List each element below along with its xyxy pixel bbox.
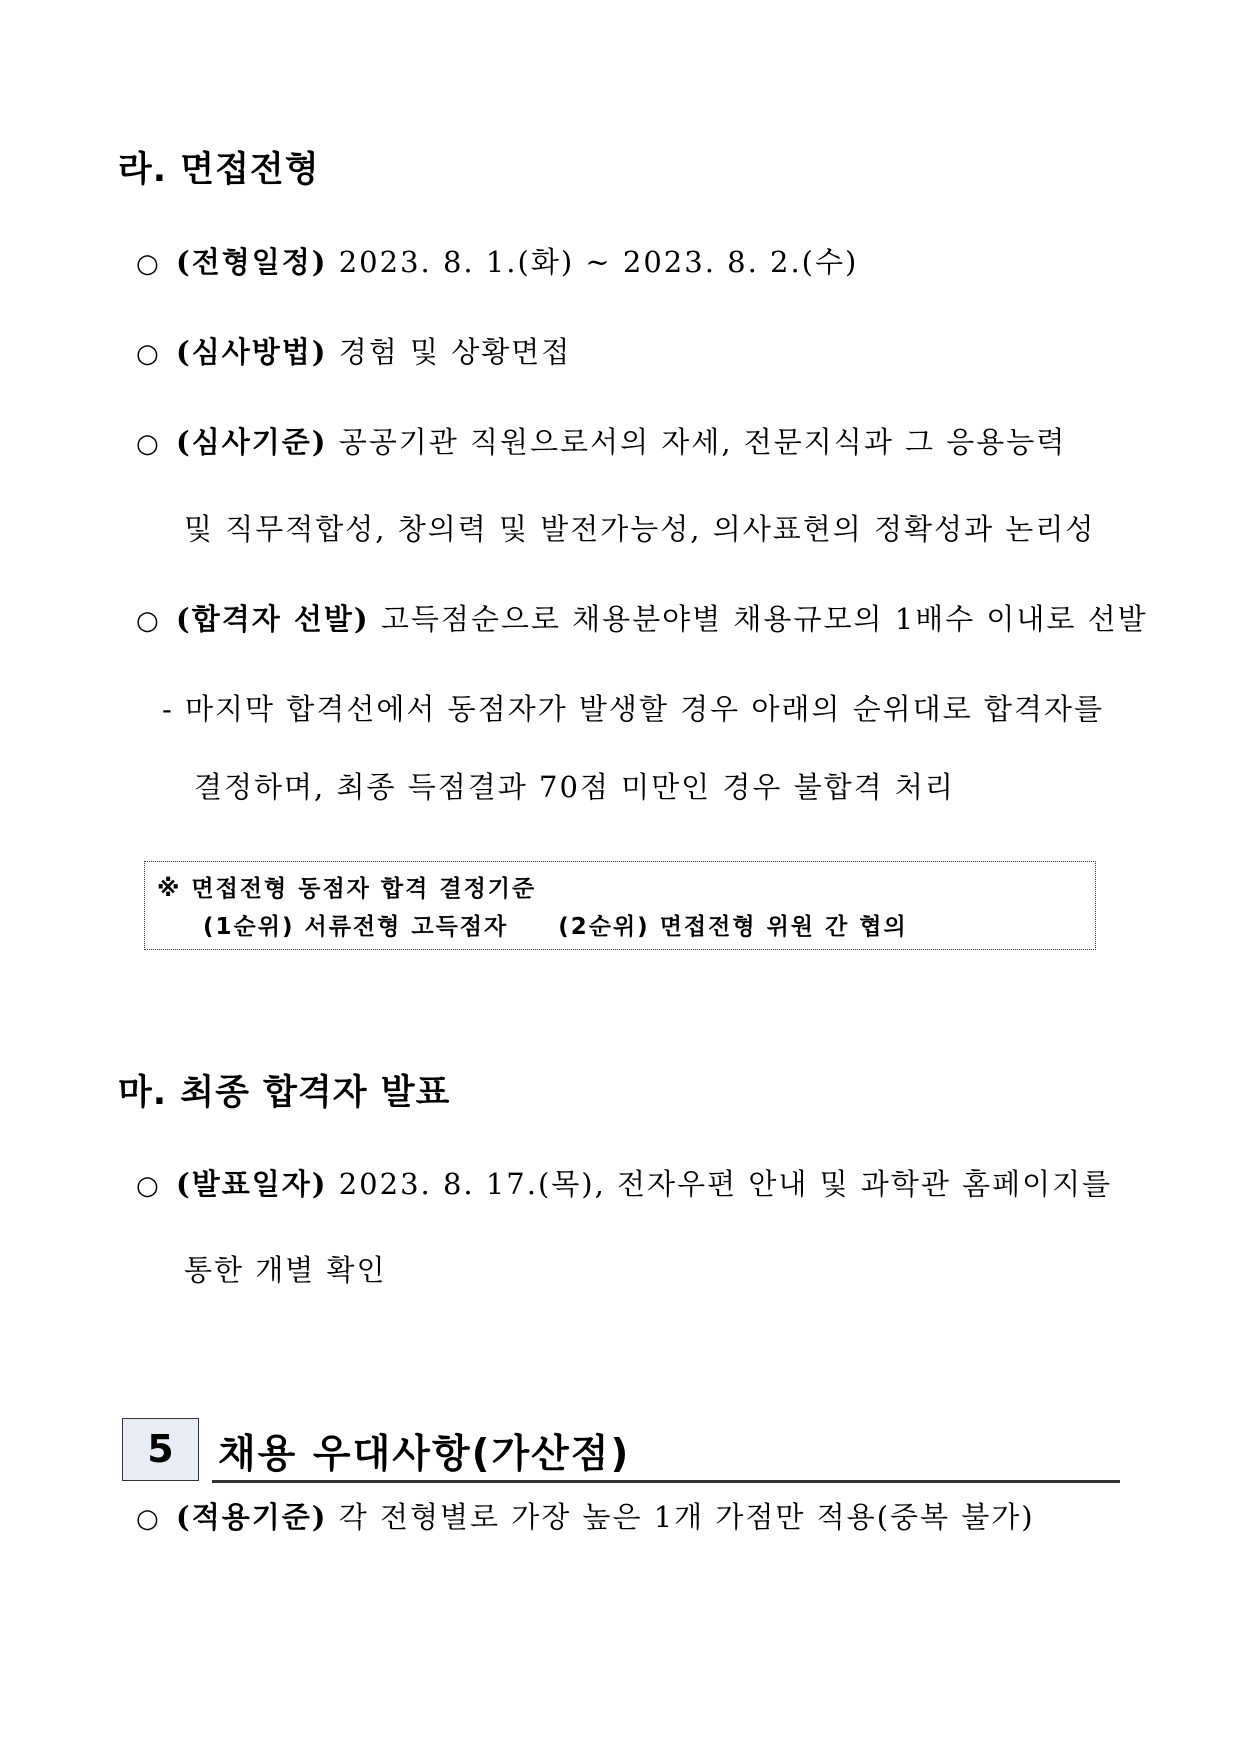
list-item-selection	[136, 597, 1148, 638]
list-item-announce-date	[136, 1162, 1112, 1203]
section-title-preference: 채용 우대사항(가산점)	[218, 1432, 631, 1477]
item-tag: (심사기준)	[176, 425, 328, 459]
section-title-underline	[212, 1480, 1120, 1483]
item-tag: (적용기준)	[176, 1500, 328, 1534]
sub-item-tie	[162, 687, 1104, 728]
item-text: 각 전형별로 가장 높은 1개 가점만 적용(중복 불가)	[338, 1500, 1035, 1534]
note-ranks	[203, 908, 908, 941]
list-item-criteria	[136, 420, 1066, 461]
circle-bullet-icon: ○	[136, 429, 161, 459]
circle-bullet-icon: ○	[136, 606, 161, 636]
item-text: 경험 및 상황면접	[338, 335, 572, 369]
circle-bullet-icon: ○	[136, 1504, 161, 1534]
section-heading-announcement: 마. 최종 합격자 발표	[118, 1073, 451, 1113]
circle-bullet-icon: ○	[136, 249, 161, 279]
list-item-apply-criteria	[136, 1495, 1035, 1536]
sub-item-tie-cont: 결정하며, 최종 득점결과 70점 미만인 경우 불합격 처리	[194, 770, 955, 804]
section-heading-interview: 라. 면접전형	[118, 150, 320, 190]
circle-bullet-icon: ○	[136, 339, 161, 369]
item-text: 고득점순으로 채용분야별 채용규모의 1배수 이내로 선발	[380, 602, 1148, 636]
list-item-method	[136, 330, 571, 371]
item-tag: (전형일정)	[176, 245, 328, 279]
note-rank-2: (2순위) 면접전형 위원 간 협의	[558, 914, 908, 940]
section-number-badge: 5	[122, 1418, 199, 1481]
item-text: 2023. 8. 17.(목), 전자우편 안내 및 과학관 홈페이지를	[338, 1167, 1113, 1201]
note-rank-1: (1순위) 서류전형 고득점자	[203, 914, 509, 940]
list-item-schedule	[136, 240, 858, 281]
dash-bullet: -	[162, 692, 174, 726]
item-text: 공공기관 직원으로서의 자세, 전문지식과 그 응용능력	[338, 425, 1067, 459]
circle-bullet-icon: ○	[136, 1171, 161, 1201]
list-item-criteria-cont: 및 직무적합성, 창의력 및 발전가능성, 의사표현의 정확성과 논리성	[184, 512, 1096, 546]
item-tag: (발표일자)	[176, 1167, 328, 1201]
list-item-announce-cont: 통한 개별 확인	[184, 1253, 387, 1287]
sub-item-text: 마지막 합격선에서 동점자가 발생할 경우 아래의 순위대로 합격자를	[185, 692, 1104, 726]
item-tag: (심사방법)	[176, 335, 328, 369]
item-tag: (합격자 선발)	[176, 602, 370, 636]
note-title: ※ 면접전형 동점자 합격 결정기준	[157, 876, 537, 902]
item-text: 2023. 8. 1.(화) ~ 2023. 8. 2.(수)	[338, 245, 859, 279]
tie-criteria-note-box	[144, 861, 1096, 950]
